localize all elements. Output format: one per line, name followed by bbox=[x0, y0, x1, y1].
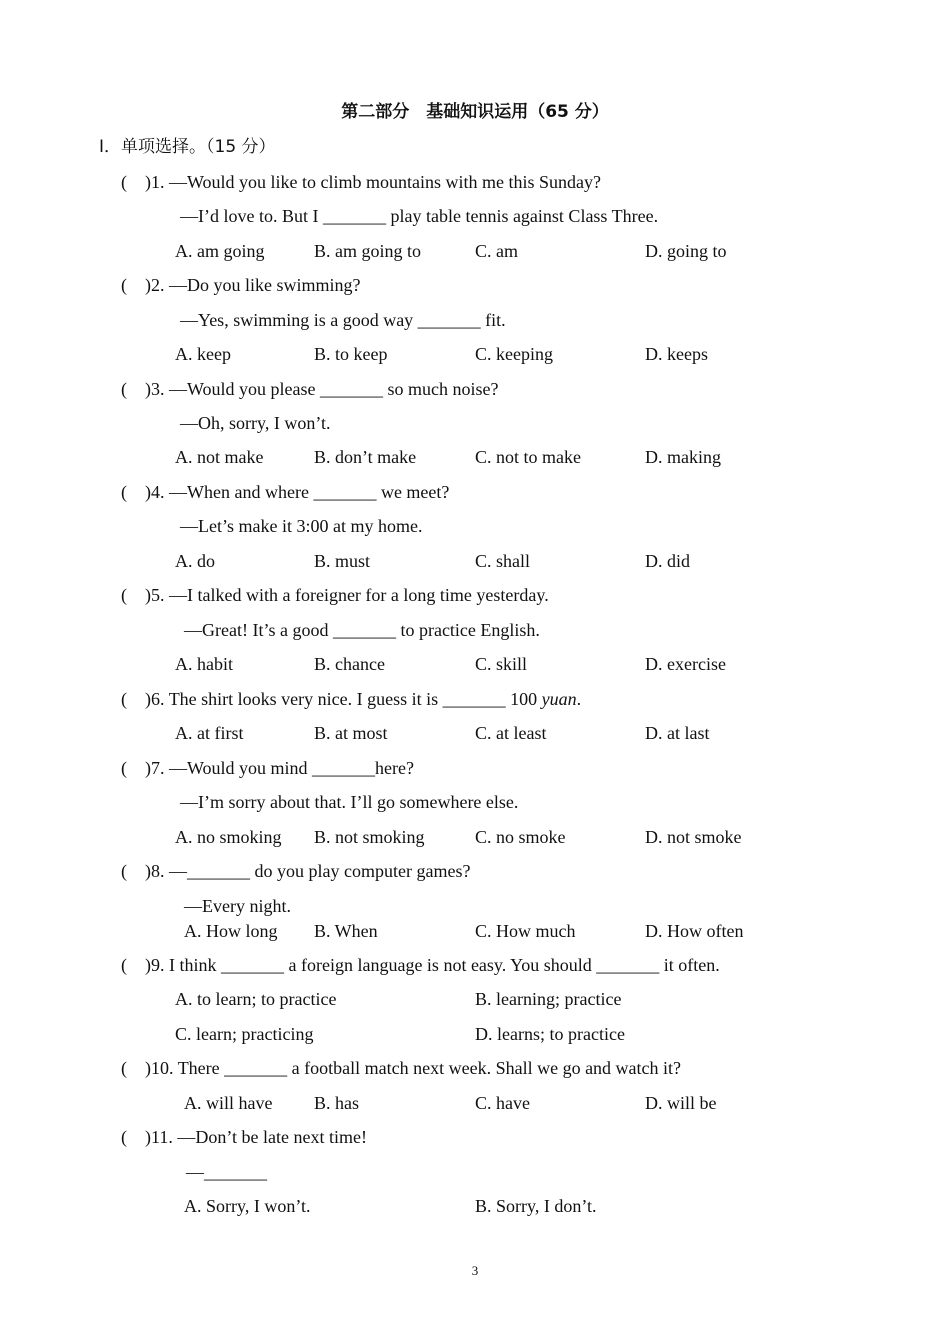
option-b: B. at most bbox=[314, 723, 388, 743]
question-6-stem: ( )6. The shirt looks very nice. I guess it is _______ 100 yuan. bbox=[121, 689, 582, 709]
option-b: B. learning; practice bbox=[475, 989, 622, 1009]
question-10-stem: ( )10. There _______ a football match next week. Shall we go and watch it? bbox=[121, 1058, 682, 1078]
option-a: A. Sorry, I won’t. bbox=[184, 1196, 311, 1216]
question-number: 11. bbox=[151, 1127, 173, 1147]
question-number: 8. bbox=[151, 861, 165, 881]
italic-word: yuan bbox=[541, 689, 577, 709]
option-b: B. When bbox=[314, 921, 378, 941]
option-d: D. learns; to practice bbox=[475, 1024, 625, 1044]
option-c: C. have bbox=[475, 1093, 530, 1113]
question-11-line2: —_______ bbox=[186, 1162, 267, 1182]
option-a: A. not make bbox=[175, 447, 264, 467]
answer-bracket[interactable]: ( ) bbox=[121, 955, 151, 975]
option-c: C. not to make bbox=[475, 447, 581, 467]
question-2-stem: ( )2. —Do you like swimming? bbox=[121, 275, 361, 295]
page-title: 第二部分 基础知识运用（65 分） bbox=[341, 102, 609, 122]
option-c: C. How much bbox=[475, 921, 576, 941]
option-a: A. How long bbox=[184, 921, 278, 941]
answer-bracket[interactable]: ( ) bbox=[121, 172, 151, 192]
option-d: D. How often bbox=[645, 921, 744, 941]
option-b: B. not smoking bbox=[314, 827, 425, 847]
question-8-line2: —Every night. bbox=[184, 896, 291, 916]
question-1-line2: —I’d love to. But I _______ play table tennis against Class Three. bbox=[180, 206, 659, 226]
option-b: B. Sorry, I don’t. bbox=[475, 1196, 597, 1216]
option-a: A. keep bbox=[175, 344, 231, 364]
option-c: C. learn; practicing bbox=[175, 1024, 314, 1044]
question-number: 7. bbox=[151, 758, 165, 778]
question-5-line2: —Great! It’s a good _______ to practice English. bbox=[184, 620, 540, 640]
option-a: A. at first bbox=[175, 723, 244, 743]
answer-bracket[interactable]: ( ) bbox=[121, 482, 151, 502]
answer-bracket[interactable]: ( ) bbox=[121, 1127, 151, 1147]
question-9-stem: ( )9. I think _______ a foreign language is not easy. You should _______ it often. bbox=[121, 955, 720, 975]
question-2-line2: —Yes, swimming is a good way _______ fit. bbox=[180, 310, 506, 330]
answer-bracket[interactable]: ( ) bbox=[121, 1058, 151, 1078]
option-d: D. not smoke bbox=[645, 827, 742, 847]
question-4-line2: —Let’s make it 3:00 at my home. bbox=[180, 516, 423, 536]
question-1-stem: ( )1. —Would you like to climb mountains with me this Sunday? bbox=[121, 172, 602, 192]
option-d: D. will be bbox=[645, 1093, 717, 1113]
question-8-stem: ( )8. —_______ do you play computer games? bbox=[121, 861, 471, 881]
section-heading: Ⅰ．单项选择。（15 分） bbox=[99, 137, 276, 157]
option-a: A. no smoking bbox=[175, 827, 282, 847]
question-11-stem: ( )11. —Don’t be late next time! bbox=[121, 1127, 367, 1147]
question-number: 9. bbox=[151, 955, 165, 975]
option-d: D. making bbox=[645, 447, 721, 467]
question-3-line2: —Oh, sorry, I won’t. bbox=[180, 413, 331, 433]
option-c: C. am bbox=[475, 241, 518, 261]
option-b: B. am going to bbox=[314, 241, 421, 261]
answer-bracket[interactable]: ( ) bbox=[121, 585, 151, 605]
question-7-line2: —I’m sorry about that. I’ll go somewhere else. bbox=[180, 792, 519, 812]
option-c: C. skill bbox=[475, 654, 528, 674]
answer-bracket[interactable]: ( ) bbox=[121, 275, 151, 295]
option-b: B. don’t make bbox=[314, 447, 417, 467]
answer-bracket[interactable]: ( ) bbox=[121, 758, 151, 778]
option-b: B. has bbox=[314, 1093, 359, 1113]
question-number: 1. bbox=[151, 172, 165, 192]
option-d: D. keeps bbox=[645, 344, 708, 364]
option-d: D. did bbox=[645, 551, 690, 571]
question-7-stem: ( )7. —Would you mind _______here? bbox=[121, 758, 415, 778]
option-c: C. no smoke bbox=[475, 827, 566, 847]
answer-bracket[interactable]: ( ) bbox=[121, 689, 151, 709]
question-number: 10. bbox=[151, 1058, 174, 1078]
page-number: 3 bbox=[471, 1263, 479, 1278]
option-a: A. habit bbox=[175, 654, 233, 674]
option-d: D. going to bbox=[645, 241, 727, 261]
option-a: A. do bbox=[175, 551, 215, 571]
option-a: A. am going bbox=[175, 241, 265, 261]
question-number: 2. bbox=[151, 275, 165, 295]
option-b: B. chance bbox=[314, 654, 385, 674]
question-number: 4. bbox=[151, 482, 165, 502]
option-c: C. shall bbox=[475, 551, 531, 571]
question-3-stem: ( )3. —Would you please _______ so much noise? bbox=[121, 379, 499, 399]
option-c: C. at least bbox=[475, 723, 547, 743]
question-5-stem: ( )5. —I talked with a foreigner for a long time yesterday. bbox=[121, 585, 549, 605]
question-number: 3. bbox=[151, 379, 165, 399]
option-a: A. to learn; to practice bbox=[175, 989, 337, 1009]
question-number: 5. bbox=[151, 585, 165, 605]
option-b: B. must bbox=[314, 551, 371, 571]
answer-bracket[interactable]: ( ) bbox=[121, 861, 151, 881]
answer-bracket[interactable]: ( ) bbox=[121, 379, 151, 399]
option-a: A. will have bbox=[184, 1093, 273, 1113]
option-c: C. keeping bbox=[475, 344, 553, 364]
option-d: D. at last bbox=[645, 723, 710, 743]
question-4-stem: ( )4. —When and where _______ we meet? bbox=[121, 482, 450, 502]
option-d: D. exercise bbox=[645, 654, 726, 674]
question-number: 6. bbox=[151, 689, 165, 709]
option-b: B. to keep bbox=[314, 344, 388, 364]
